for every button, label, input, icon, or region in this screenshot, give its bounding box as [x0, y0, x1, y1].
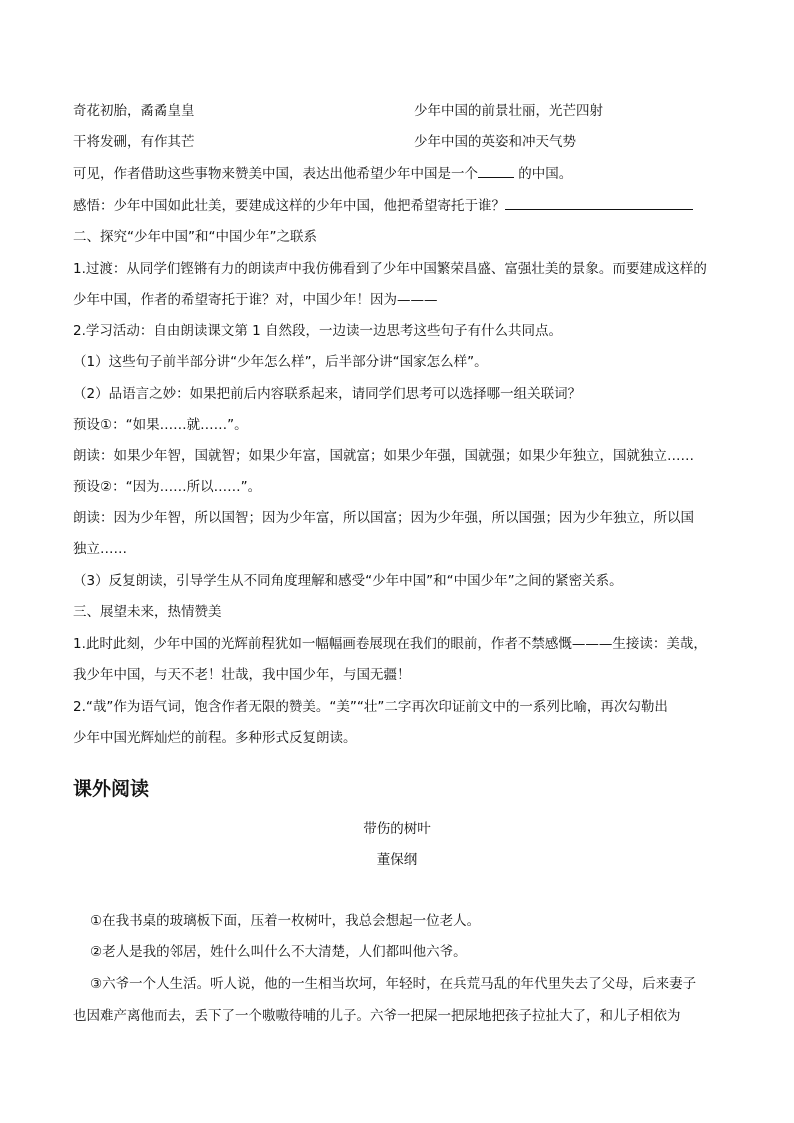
section3-p2-line-2: 少年中国光辉灿烂的前程。多种形式反复朗读。: [73, 730, 357, 746]
section3-p1-line-2: 我少年中国，与天不老！壮哉，我中国少年，与国无疆！: [73, 667, 411, 683]
article-paragraph-1: ①在我书桌的玻璃板下面，压着一枚树叶，我总会想起一位老人。: [90, 913, 481, 929]
article-title: 带伤的树叶: [363, 821, 431, 837]
item2-line: （2）品语言之妙：如果把前后内容联系起来，请同学们思考可以选择哪一组关联词？: [73, 386, 582, 402]
section2-title: 二、探究“少年中国”和“中国少年”之联系: [73, 229, 317, 245]
conclusion-blank: [478, 163, 514, 178]
article-paragraph-3-line-1: ③六爷一个人生活。听人说，他的一生相当坎坷，年轻时，在兵荒马乱的年代里失去了父母，后来妻子: [90, 976, 697, 992]
section3-p1-line-1: 1.此时此刻，少年中国的光辉前程犹如一幅幅画卷展现在我们的眼前，作者不禁感慨———生接读：美哉，: [73, 636, 707, 652]
extra-reading-heading: 课外阅读: [73, 778, 150, 800]
activity-line: 2.学习活动：自由朗读课文第 1 自然段，一边读一边思考这些句子有什么共同点。: [73, 323, 563, 339]
insight-blank: [505, 195, 693, 210]
conclusion-before: 可见，作者借助这些事物来赞美中国，表达出他希望少年中国是一个: [73, 166, 478, 182]
reading2-line-1: 朗读：因为少年智，所以国智；因为少年富，所以国富；因为少年强，所以国强；因为少年独立，所以国: [73, 510, 694, 526]
insight-line: [73, 195, 693, 216]
reading1-line: 朗读：如果少年智，国就智；如果少年富，国就富；如果少年强，国就强；如果少年独立，国就独立……: [73, 448, 694, 464]
pair-row-1-right: 少年中国的前景壮丽，光芒四射: [414, 103, 603, 119]
pair-row-1-left: 奇花初胎，矞矞皇皇: [73, 103, 195, 119]
preset2-line: 预设②：“因为……所以……”。: [73, 479, 262, 495]
reading2-line-2: 独立……: [73, 541, 127, 557]
article-paragraph-3-line-2: 也因难产离他而去，丢下了一个嗷嗷待哺的儿子。六爷一把屎一把尿地把孩子拉扯大了，和儿子相依为: [73, 1008, 681, 1024]
pair-row-2-right: 少年中国的英姿和冲天气势: [414, 134, 576, 150]
item1-line: （1）这些句子前半部分讲“少年怎么样”，后半部分讲“国家怎么样”。: [73, 354, 488, 370]
section3-title: 三、展望未来，热情赞美: [73, 604, 222, 620]
preset1-line: 预设①：“如果……就……”。: [73, 417, 248, 433]
section3-p2-line-1: 2.“哉”作为语气词，饱含作者无限的赞美。“美”“壮”二字再次印证前文中的一系列比喻，再次勾勒出: [73, 699, 668, 715]
conclusion-after: 的中国。: [514, 166, 573, 182]
transition-line-2: 少年中国，作者的希望寄托于谁？对，中国少年！因为———: [73, 292, 438, 308]
transition-line-1: 1.过渡：从同学们铿锵有力的朗读声中我仿佛看到了少年中国繁荣昌盛、富强壮美的景象。而要建成这样的: [73, 261, 707, 277]
article-author: 董保纲: [376, 852, 418, 868]
conclusion-line: [73, 163, 572, 184]
pair-row-2-left: 干将发硎，有作其芒: [73, 134, 195, 150]
article-paragraph-2: ②老人是我的邻居，姓什么叫什么不大清楚，人们都叫他六爷。: [90, 944, 467, 960]
insight-text: 感悟：少年中国如此壮美，要建成这样的少年中国，他把希望寄托于谁？: [73, 198, 505, 214]
item3-line: （3）反复朗读，引导学生从不同角度理解和感受“少年中国”和“中国少年”之间的紧密关系。: [73, 573, 623, 589]
